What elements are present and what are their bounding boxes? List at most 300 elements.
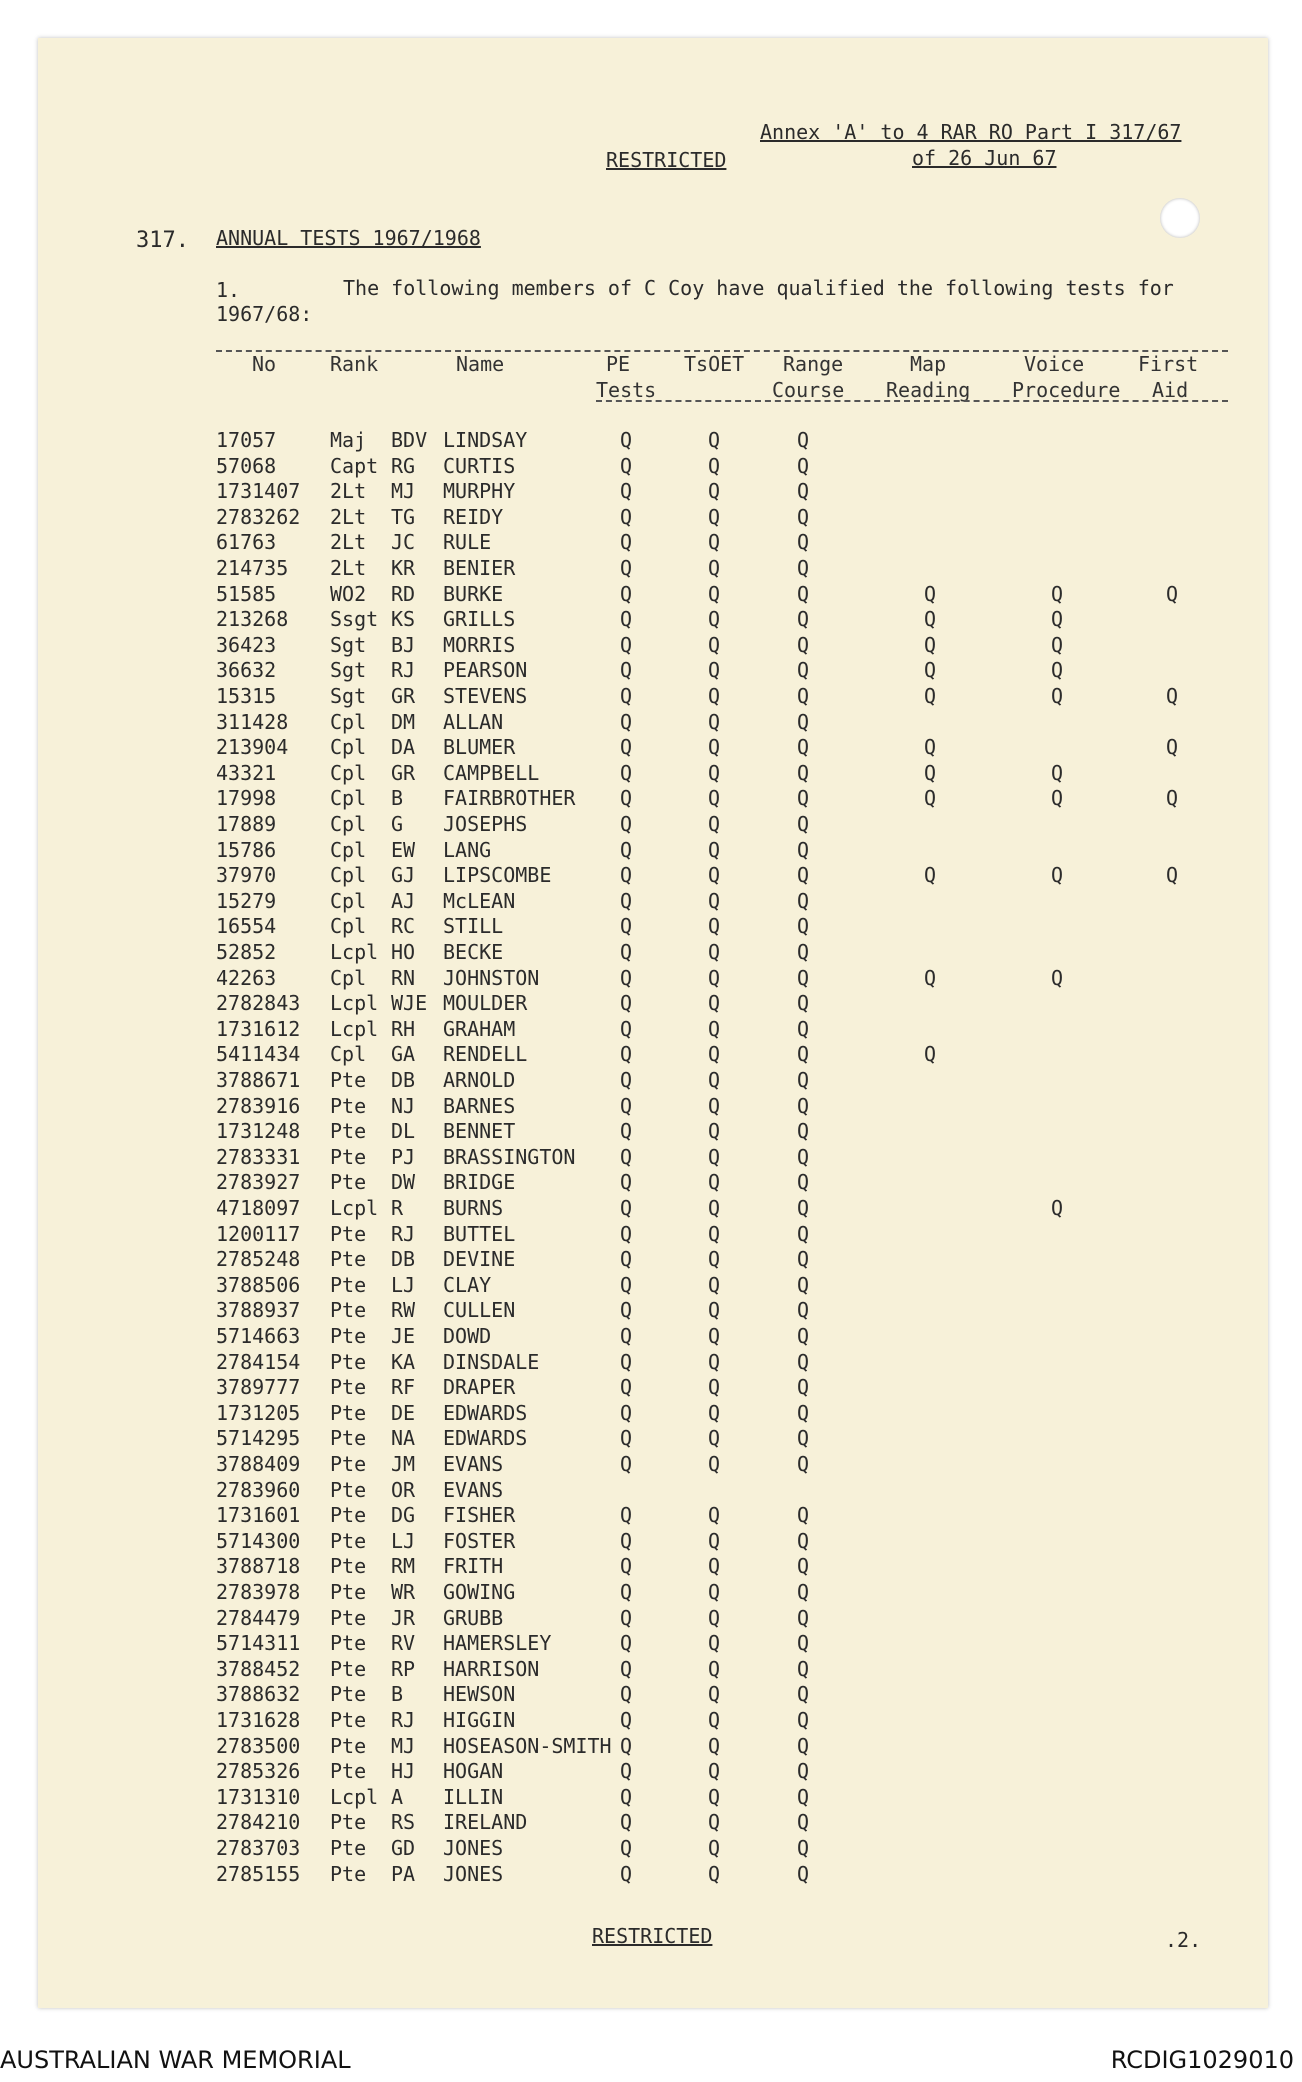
surname-cell: IRELAND	[443, 1810, 528, 1835]
tsoet-cell: Q	[708, 812, 721, 836]
range-course-cell: Q	[797, 1836, 810, 1860]
first-aid-cell: Q	[1166, 581, 1179, 606]
pe-tests-cell: Q	[620, 1272, 633, 1297]
range-course-cell: Q	[797, 1196, 810, 1220]
voice-procedure-cell: Q	[1051, 658, 1064, 683]
tsoet-cell: Q	[708, 1426, 721, 1451]
service-number-cell: 37970	[216, 863, 277, 888]
table-row	[0, 1682, 1302, 1708]
surname-cell: BRIDGE	[443, 1170, 516, 1195]
table-row	[0, 658, 1302, 684]
rank-cell: Cpl	[330, 735, 367, 760]
range-course-cell: Q	[797, 581, 810, 606]
service-number-cell: 15315	[216, 684, 277, 708]
pe-tests-cell: Q	[620, 1196, 633, 1220]
initials-cell: RJ	[391, 1708, 416, 1732]
service-number-cell: 2783927	[216, 1170, 301, 1195]
service-number-cell: 2783703	[216, 1836, 301, 1860]
pe-tests-cell: Q	[620, 1426, 633, 1451]
surname-cell: GRAHAM	[443, 1016, 516, 1041]
service-number-cell: 17889	[216, 812, 277, 836]
tsoet-cell: Q	[708, 940, 721, 964]
rank-cell: Pte	[330, 1068, 367, 1092]
tsoet-cell: Q	[708, 1554, 721, 1579]
initials-cell: RW	[391, 1298, 416, 1323]
table-row	[0, 479, 1302, 505]
initials-cell: MJ	[391, 1733, 416, 1758]
tsoet-cell: Q	[708, 1528, 721, 1553]
service-number-cell: 1731628	[216, 1708, 301, 1732]
table-row	[0, 1298, 1302, 1324]
initials-cell: BDV	[391, 428, 428, 452]
rank-cell: Pte	[330, 1272, 367, 1297]
service-number-cell: 15279	[216, 888, 277, 913]
pe-tests-cell: Q	[620, 1119, 633, 1144]
tsoet-cell: Q	[708, 479, 721, 504]
table-row	[0, 1785, 1302, 1811]
tsoet-cell: Q	[708, 556, 721, 580]
service-number-cell: 2784210	[216, 1810, 301, 1835]
table-row	[0, 1247, 1302, 1273]
rank-cell: Pte	[330, 1656, 367, 1681]
initials-cell: GD	[391, 1836, 416, 1860]
tsoet-cell: Q	[708, 760, 721, 785]
tsoet-cell: Q	[708, 991, 721, 1016]
initials-cell: LJ	[391, 1272, 416, 1297]
range-course-cell: Q	[797, 837, 810, 862]
range-course-cell: Q	[797, 1119, 810, 1144]
first-aid-cell: Q	[1166, 735, 1179, 760]
initials-cell: RF	[391, 1375, 416, 1400]
pe-tests-cell: Q	[620, 1733, 633, 1758]
tsoet-cell: Q	[708, 1093, 721, 1118]
initials-cell: R	[391, 1196, 404, 1220]
service-number-cell: 1731612	[216, 1016, 301, 1041]
service-number-cell: 1731310	[216, 1784, 301, 1809]
pe-tests-cell: Q	[620, 428, 633, 452]
table-row	[0, 1452, 1302, 1478]
col-header-range: Range	[783, 352, 844, 376]
service-number-cell: 2784479	[216, 1605, 301, 1630]
rank-cell: Pte	[330, 1682, 367, 1707]
pe-tests-cell: Q	[620, 1324, 633, 1348]
pe-tests-cell: Q	[620, 1528, 633, 1553]
initials-cell: DB	[391, 1068, 416, 1092]
col-header-voice: Voice	[1024, 352, 1085, 376]
tsoet-cell: Q	[708, 1272, 721, 1297]
table-row	[0, 710, 1302, 736]
initials-cell: DM	[391, 709, 416, 734]
service-number-cell: 17998	[216, 786, 277, 811]
initials-cell: DA	[391, 735, 416, 760]
pe-tests-cell: Q	[620, 1298, 633, 1323]
voice-procedure-cell: Q	[1051, 607, 1064, 632]
range-course-cell: Q	[797, 1503, 810, 1528]
voice-procedure-cell: Q	[1051, 1196, 1064, 1220]
pe-tests-cell: Q	[620, 914, 633, 939]
pe-tests-cell: Q	[620, 965, 633, 990]
service-number-cell: 3788506	[216, 1272, 301, 1297]
surname-cell: BURKE	[443, 581, 504, 606]
table-row	[0, 1350, 1302, 1376]
pe-tests-cell: Q	[620, 1144, 633, 1169]
surname-cell: HIGGIN	[443, 1708, 516, 1732]
surname-cell: ALLAN	[443, 709, 504, 734]
pe-tests-cell: Q	[620, 863, 633, 888]
table-row	[0, 1606, 1302, 1632]
rank-cell: Cpl	[330, 760, 367, 785]
archive-id: RCDIG1029010	[1110, 2046, 1294, 2074]
initials-cell: RJ	[391, 658, 416, 683]
rank-cell: Lcpl	[330, 940, 379, 964]
service-number-cell: 3788937	[216, 1298, 301, 1323]
tsoet-cell: Q	[708, 632, 721, 657]
table-row	[0, 633, 1302, 659]
surname-cell: BECKE	[443, 940, 504, 964]
initials-cell: WR	[391, 1580, 416, 1604]
table-row	[0, 1017, 1302, 1043]
rank-cell: 2Lt	[330, 479, 367, 504]
service-number-cell: 17057	[216, 428, 277, 452]
initials-cell: RJ	[391, 1221, 416, 1246]
initials-cell: DW	[391, 1170, 416, 1195]
tsoet-cell: Q	[708, 1733, 721, 1758]
initials-cell: RM	[391, 1554, 416, 1579]
archive-credit: AUSTRALIAN WAR MEMORIAL	[0, 2046, 351, 2074]
service-number-cell: 36423	[216, 632, 277, 657]
tsoet-cell: Q	[708, 1400, 721, 1425]
service-number-cell: 2785326	[216, 1759, 301, 1784]
range-course-cell: Q	[797, 1298, 810, 1323]
map-reading-cell: Q	[924, 1042, 937, 1067]
surname-cell: LINDSAY	[443, 428, 528, 452]
surname-cell: GRILLS	[443, 607, 516, 632]
pe-tests-cell: Q	[620, 786, 633, 811]
pe-tests-cell: Q	[620, 1452, 633, 1476]
pe-tests-cell: Q	[620, 1068, 633, 1092]
table-row	[0, 1503, 1302, 1529]
initials-cell: KR	[391, 556, 416, 580]
surname-cell: FOSTER	[443, 1528, 516, 1553]
range-course-cell: Q	[797, 735, 810, 760]
range-course-cell: Q	[797, 632, 810, 657]
range-course-cell: Q	[797, 1580, 810, 1604]
service-number-cell: 43321	[216, 760, 277, 785]
rank-cell: Pte	[330, 1477, 367, 1502]
rank-cell: Pte	[330, 1298, 367, 1323]
surname-cell: JOSEPHS	[443, 812, 528, 836]
rank-cell: Sgt	[330, 684, 367, 708]
surname-cell: EVANS	[443, 1452, 504, 1476]
surname-cell: CULLEN	[443, 1298, 516, 1323]
pe-tests-cell: Q	[620, 1708, 633, 1732]
initials-cell: DL	[391, 1119, 416, 1144]
table-row	[0, 1068, 1302, 1094]
range-course-cell: Q	[797, 1656, 810, 1681]
surname-cell: DOWD	[443, 1324, 492, 1348]
surname-cell: JONES	[443, 1861, 504, 1886]
tsoet-cell: Q	[708, 1682, 721, 1707]
initials-cell: G	[391, 812, 404, 836]
restricted-bottom: RESTRICTED	[592, 1924, 713, 1948]
service-number-cell: 5714300	[216, 1528, 301, 1553]
surname-cell: FRITH	[443, 1554, 504, 1579]
rank-cell: Cpl	[330, 709, 367, 734]
tsoet-cell: Q	[708, 1221, 721, 1246]
range-course-cell: Q	[797, 479, 810, 504]
surname-cell: BENIER	[443, 556, 516, 580]
tsoet-cell: Q	[708, 1580, 721, 1604]
table-row	[0, 735, 1302, 761]
range-course-cell: Q	[797, 1554, 810, 1579]
pe-tests-cell: Q	[620, 1605, 633, 1630]
range-course-cell: Q	[797, 1810, 810, 1835]
tsoet-cell: Q	[708, 1144, 721, 1169]
col-header-tsoet: TsOET	[684, 352, 745, 376]
initials-cell: PJ	[391, 1144, 416, 1169]
range-course-cell: Q	[797, 760, 810, 785]
service-number-cell: 61763	[216, 530, 277, 555]
punch-hole	[1160, 198, 1200, 238]
table-row	[0, 838, 1302, 864]
table-row	[0, 863, 1302, 889]
tsoet-cell: Q	[708, 1298, 721, 1323]
initials-cell: DB	[391, 1247, 416, 1272]
pe-tests-cell: Q	[620, 479, 633, 504]
service-number-cell: 3789777	[216, 1375, 301, 1400]
surname-cell: PEARSON	[443, 658, 528, 683]
rank-cell: Pte	[330, 1221, 367, 1246]
pe-tests-cell: Q	[620, 1375, 633, 1400]
voice-procedure-cell: Q	[1051, 684, 1064, 708]
surname-cell: RENDELL	[443, 1042, 528, 1067]
surname-cell: STEVENS	[443, 684, 528, 708]
range-course-cell: Q	[797, 940, 810, 964]
range-course-cell: Q	[797, 556, 810, 580]
service-number-cell: 5714295	[216, 1426, 301, 1451]
rank-cell: Pte	[330, 1247, 367, 1272]
rank-cell: 2Lt	[330, 504, 367, 529]
tsoet-cell: Q	[708, 1759, 721, 1784]
table-row	[0, 582, 1302, 608]
surname-cell: DINSDALE	[443, 1349, 540, 1374]
map-reading-cell: Q	[924, 658, 937, 683]
pe-tests-cell: Q	[620, 735, 633, 760]
surname-cell: HAMERSLEY	[443, 1631, 552, 1656]
surname-cell: HEWSON	[443, 1682, 516, 1707]
pe-tests-cell: Q	[620, 1247, 633, 1272]
initials-cell: B	[391, 786, 404, 811]
pe-tests-cell: Q	[620, 1656, 633, 1681]
map-reading-cell: Q	[924, 735, 937, 760]
rank-cell: Pte	[330, 1170, 367, 1195]
service-number-cell: 52852	[216, 940, 277, 964]
range-course-cell: Q	[797, 530, 810, 555]
table-row	[0, 1273, 1302, 1299]
table-row	[0, 1042, 1302, 1068]
rank-cell: Cpl	[330, 863, 367, 888]
rank-cell: 2Lt	[330, 556, 367, 580]
first-aid-cell: Q	[1166, 786, 1179, 811]
tsoet-cell: Q	[708, 1196, 721, 1220]
table-row	[0, 505, 1302, 531]
pe-tests-cell: Q	[620, 684, 633, 708]
initials-cell: HJ	[391, 1759, 416, 1784]
initials-cell: RC	[391, 914, 416, 939]
voice-procedure-cell: Q	[1051, 632, 1064, 657]
first-aid-cell: Q	[1166, 684, 1179, 708]
tsoet-cell: Q	[708, 1708, 721, 1732]
rank-cell: Cpl	[330, 1042, 367, 1067]
initials-cell: OR	[391, 1477, 416, 1502]
table-row	[0, 1324, 1302, 1350]
table-row	[0, 530, 1302, 556]
rank-cell: Cpl	[330, 965, 367, 990]
table-row	[0, 1759, 1302, 1785]
service-number-cell: 1731205	[216, 1400, 301, 1425]
surname-cell: BUTTEL	[443, 1221, 516, 1246]
service-number-cell: 3788452	[216, 1656, 301, 1681]
service-number-cell: 3788409	[216, 1452, 301, 1476]
map-reading-cell: Q	[924, 965, 937, 990]
voice-procedure-cell: Q	[1051, 786, 1064, 811]
initials-cell: B	[391, 1682, 404, 1707]
rank-cell: Sgt	[330, 632, 367, 657]
annex-reference: Annex 'A' to 4 RAR RO Part I 317/67	[760, 120, 1182, 144]
tsoet-cell: Q	[708, 581, 721, 606]
pe-tests-cell: Q	[620, 1042, 633, 1067]
range-course-cell: Q	[797, 428, 810, 452]
range-course-cell: Q	[797, 504, 810, 529]
header-rule-bottom	[596, 400, 1228, 402]
col-header-map-2: Reading	[886, 378, 971, 402]
pe-tests-cell: Q	[620, 504, 633, 529]
service-number-cell: 4718097	[216, 1196, 301, 1220]
service-number-cell: 3788671	[216, 1068, 301, 1092]
service-number-cell: 1731601	[216, 1503, 301, 1528]
pe-tests-cell: Q	[620, 1861, 633, 1886]
range-course-cell: Q	[797, 1605, 810, 1630]
map-reading-cell: Q	[924, 786, 937, 811]
surname-cell: HOSEASON-SMITH	[443, 1733, 612, 1758]
service-number-cell: 1200117	[216, 1221, 301, 1246]
pe-tests-cell: Q	[620, 1784, 633, 1809]
service-number-cell: 2783916	[216, 1093, 301, 1118]
initials-cell: JE	[391, 1324, 416, 1348]
range-course-cell: Q	[797, 1426, 810, 1451]
range-course-cell: Q	[797, 1400, 810, 1425]
service-number-cell: 2783960	[216, 1477, 301, 1502]
range-course-cell: Q	[797, 607, 810, 632]
pe-tests-cell: Q	[620, 1400, 633, 1425]
rank-cell: Sgt	[330, 658, 367, 683]
rank-cell: Pte	[330, 1759, 367, 1784]
table-row	[0, 914, 1302, 940]
range-course-cell: Q	[797, 1324, 810, 1348]
pe-tests-cell: Q	[620, 1580, 633, 1604]
surname-cell: LIPSCOMBE	[443, 863, 552, 888]
table-row	[0, 1375, 1302, 1401]
surname-cell: LANG	[443, 837, 492, 862]
para-number: 1.	[216, 278, 241, 302]
table-row	[0, 812, 1302, 838]
table-row	[0, 454, 1302, 480]
initials-cell: AJ	[391, 888, 416, 913]
rank-cell: Lcpl	[330, 1016, 379, 1041]
range-course-cell: Q	[797, 1093, 810, 1118]
service-number-cell: 1731407	[216, 479, 301, 504]
tsoet-cell: Q	[708, 1247, 721, 1272]
section-title: ANNUAL TESTS 1967/1968	[216, 226, 481, 250]
surname-cell: EVANS	[443, 1477, 504, 1502]
table-row	[0, 1580, 1302, 1606]
service-number-cell: 5714663	[216, 1324, 301, 1348]
col-header-range-2: Course	[772, 378, 845, 402]
tsoet-cell: Q	[708, 1170, 721, 1195]
table-row	[0, 940, 1302, 966]
col-header-rank: Rank	[330, 352, 379, 376]
initials-cell: GR	[391, 684, 416, 708]
rank-cell: 2Lt	[330, 530, 367, 555]
table-row	[0, 556, 1302, 582]
surname-cell: REIDY	[443, 504, 504, 529]
initials-cell: TG	[391, 504, 416, 529]
tsoet-cell: Q	[708, 504, 721, 529]
pe-tests-cell: Q	[620, 1221, 633, 1246]
range-course-cell: Q	[797, 658, 810, 683]
map-reading-cell: Q	[924, 581, 937, 606]
range-course-cell: Q	[797, 1349, 810, 1374]
rank-cell: Pte	[330, 1503, 367, 1528]
service-number-cell: 311428	[216, 709, 289, 734]
initials-cell: NJ	[391, 1093, 416, 1118]
table-row	[0, 1529, 1302, 1555]
table-row	[0, 1836, 1302, 1862]
service-number-cell: 15786	[216, 837, 277, 862]
map-reading-cell: Q	[924, 863, 937, 888]
table-row	[0, 1145, 1302, 1171]
first-aid-cell: Q	[1166, 863, 1179, 888]
rank-cell: Cpl	[330, 837, 367, 862]
initials-cell: HO	[391, 940, 416, 964]
rank-cell: Pte	[330, 1349, 367, 1374]
initials-cell: RH	[391, 1016, 416, 1041]
range-course-cell: Q	[797, 1170, 810, 1195]
service-number-cell: 2783262	[216, 504, 301, 529]
table-row	[0, 1222, 1302, 1248]
tsoet-cell: Q	[708, 1656, 721, 1681]
intro-line-2: 1967/68:	[216, 302, 313, 326]
tsoet-cell: Q	[708, 1861, 721, 1886]
initials-cell: JC	[391, 530, 416, 555]
table-row	[0, 761, 1302, 787]
initials-cell: GR	[391, 760, 416, 785]
table-row	[0, 684, 1302, 710]
initials-cell: MJ	[391, 479, 416, 504]
range-course-cell: Q	[797, 684, 810, 708]
rank-cell: Pte	[330, 1119, 367, 1144]
pe-tests-cell: Q	[620, 1759, 633, 1784]
range-course-cell: Q	[797, 914, 810, 939]
table-row	[0, 1426, 1302, 1452]
col-header-pe-2: Tests	[596, 378, 657, 402]
pe-tests-cell: Q	[620, 888, 633, 913]
service-number-cell: 16554	[216, 914, 277, 939]
service-number-cell: 2784154	[216, 1349, 301, 1374]
tsoet-cell: Q	[708, 428, 721, 452]
col-header-first-aid: First	[1138, 352, 1199, 376]
service-number-cell: 42263	[216, 965, 277, 990]
